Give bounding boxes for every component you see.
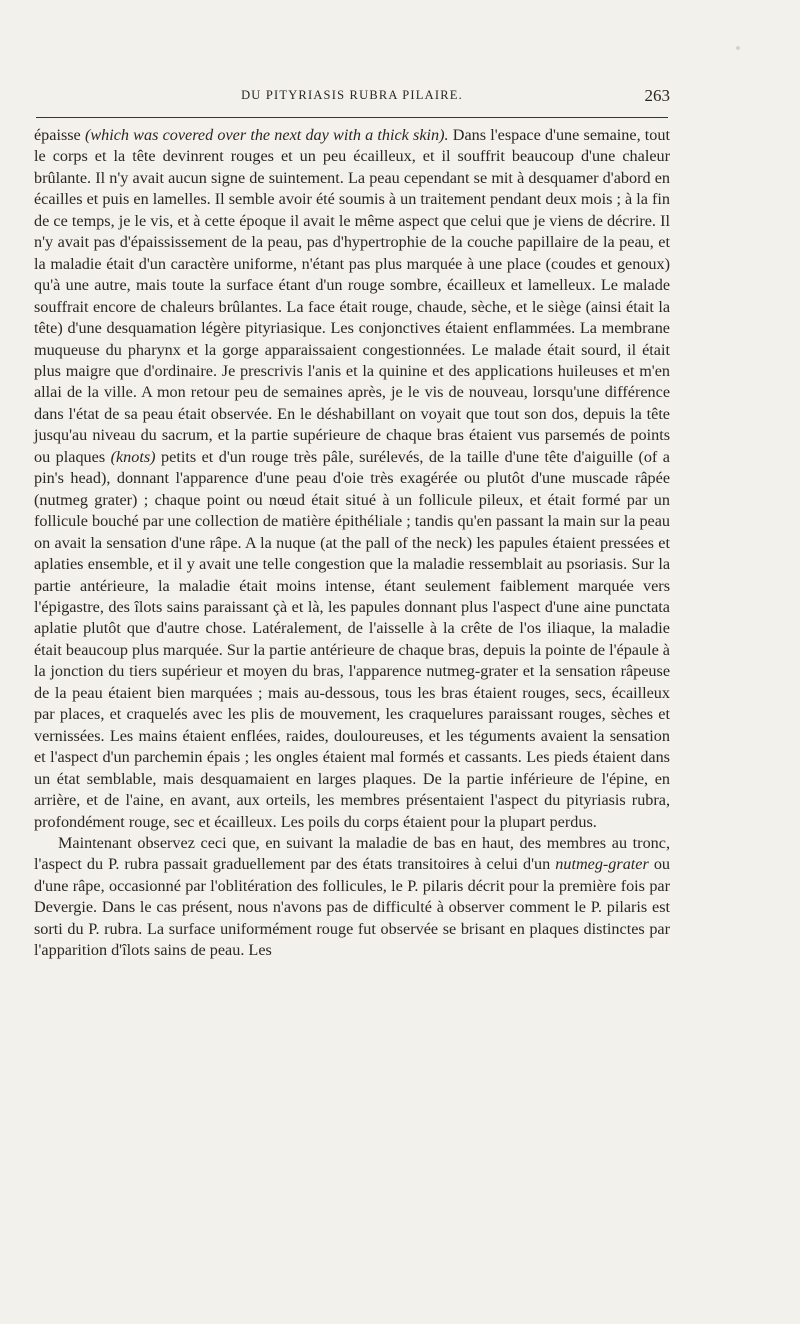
paragraph [34,833,670,962]
italic-text: (which was covered over the next day with a thick skin). [84,126,449,144]
text-segment: Maintenant observez ceci que, en suivant la maladie de bas en haut, des membres au tronc, l'aspect du P. rubra passait graduellement par des états transitoires à celui d'un [34,833,670,874]
body-text [34,125,670,962]
text-segment: ou d'une râpe, occasionné par l'oblitération des follicules, le P. pilaris décrit pour la première fois par Devergie. Dans le cas présent, nous n'avons pas de difficulté à observer comment le P. pilaris est sorti du P. rubra. La surface uniformément rouge fut observée se brisant en plaques distinctes par l'apparition d'îlots sains de peau. Les [34,855,671,960]
paper-speck [736,46,740,50]
italic-text: nutmeg-grater [555,855,649,874]
text-segment: Dans l'espace d'une semaine, tout le corps et la tête devinrent rouges et un peu écailleux, et il souffrit beaucoup d'une chaleur brûlante. Il n'y avait aucun signe de suintement. La peau cependant se mit à desquamer d'abord en écailles et puis en lamelles. Il semble avoir été soumis à un traitement pendant deux mois ; à la fin de ce temps, je le vis, et à cette époque il avait le même aspect que celui que je viens de décrire. Il n'y avait pas d'épaississement de la peau, pas d'hypertrophie de la couche papillaire de la peau, et la maladie était d'un caractère uniforme, n'étant pas plus marquée à une place (coudes et genoux) qu'à une autre, mais toute la surface étant d'un rouge sombre, écailleux et lamelleux. Le malade souffrait encore de chaleurs brûlantes. La face était rouge, chaude, sèche, et le siège (ainsi était la tête) d'une desquamation légère pityriasique. Les conjonctives étaient enflammées. La membrane muqueuse du pharynx et la gorge apparaissaient congestionnées. Le malade était sourd, il était plus maigre que d'ordinaire. Je prescrivis l'anis et la quinine et des applications huileuses et m'en allai de la ville. A mon retour peu de semaines après, je le vis de nouveau, lorsqu'une différence dans l'état de sa peau était observée. En le déshabillant on voyait que tout son dos, depuis la tête jusqu'au niveau du sacrum, et la partie supérieure de chaque bras étaient vus parsemés de points ou plaques [34,126,670,466]
italic-text: (knots) [110,447,156,466]
paragraph [34,125,670,833]
page-header [34,86,670,108]
text-segment: petits et d'un rouge très pâle, surélevés, de la taille d'une tête d'aiguille (of a pin's head), donnant l'apparence d'une peau d'oie très exagérée ou plutôt d'une muscade râpée (nutmeg grater) ; chaque point ou nœud était situé à un follicule pileux, et était formé par un follicule bouché par une collection de matière épithéliale ; tandis qu'en passant la main sur la peau on avait la sensation d'une râpe. A la nuque (at the pall of the neck) les papules étaient pressées et aplaties ensemble, et il y avait une telle congestion que la maladie ressemblait au psoriasis. Sur la partie antérieure, la maladie était moins intense, étant seulement faiblement marquée vers l'épigastre, des îlots sains paraissant çà et là, les papules donnant plus l'aspect d'une aine punctata aplatie plutôt que d'autre chose. Latéralement, de l'aisselle à la crête de l'os iliaque, la maladie était beaucoup plus marquée. Sur la partie antérieure de chaque bras, depuis la pointe de l'épaule à la jonction du tiers supérieur et moyen du bras, l'apparence nutmeg-grater et la sensation râpeuse de la peau étaient bien marquées ; mais au-dessous, tous les bras étaient rouges, secs, écailleux par places, et craquelés avec les plis de mouvement, les craquelures paraissant rouges, sèches et vernissées. Les mains étaient enflées, raides, douloureuses, et les téguments avaient la sensation et l'aspect d'un parchemin épais ; les ongles étaient mal formés et cassants. Les pieds étaient dans un état semblable, mais desquamaient en larges plaques. De la partie inférieure de l'épine, en arrière, et de l'aine, en avant, aux orteils, les membres présentaient l'aspect du pityriasis rubra, profondément rouge, sec et écailleux. Les poils du corps étaient pour la plupart perdus. [34,447,670,831]
page-number: 263 [644,86,670,105]
running-head: DU PITYRIASIS RUBRA PILAIRE. [241,88,463,102]
text-segment: épaisse [34,126,85,144]
header-rule [36,117,668,118]
